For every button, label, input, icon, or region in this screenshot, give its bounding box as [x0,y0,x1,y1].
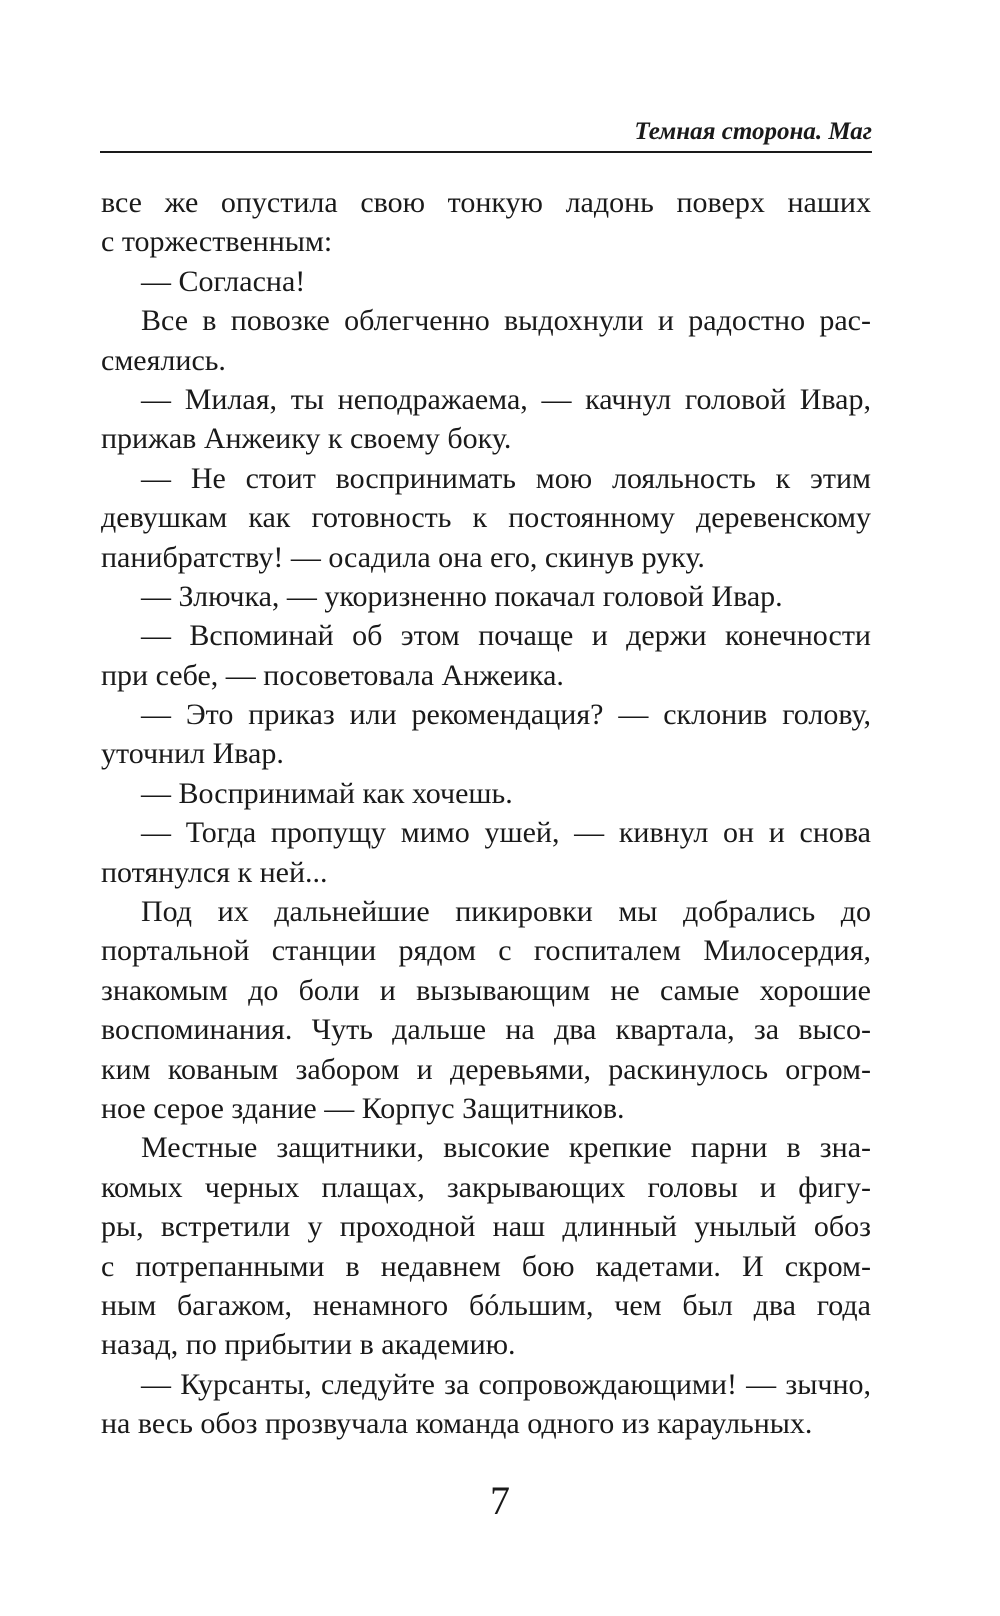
text-line: знакомым до боли и вызывающим не самые хорошие [101,973,871,1007]
text-line: на весь обоз прозвучала команда одного из караульных. [101,1407,813,1441]
text-line: ное серое здание — Корпус Защитников. [101,1091,625,1125]
text-line: — Тогда пропущу мимо ушей, — кивнул он и снова [141,816,871,850]
text-line: — Курсанты, следуйте за сопровождающими! — зычно, [141,1367,871,1401]
text-line: — Воспринимай как хочешь. [141,776,513,810]
running-title: Темная сторона. Маг [634,118,872,145]
text-line: Все в повозке облегченно выдохнули и радостно рас- [141,304,871,338]
text-line: — Согласна! [141,264,306,298]
text-line: воспоминания. Чуть дальше на два квартала, за высо- [101,1013,871,1047]
header-rule [100,151,872,153]
text-line: ким кованым забором и деревьями, раскинулось огром- [101,1052,871,1086]
text-line: при себе, — посоветовала Анжеика. [101,658,564,692]
text-line: прижав Анжеику к своему боку. [101,422,512,456]
text-line: ным багажом, ненамного бóльшим, чем был два года [101,1288,871,1322]
text-line: смеялись. [101,343,226,377]
text-line: ры, встретили у проходной наш длинный унылый обоз [101,1210,871,1244]
text-line: все же опустила свою тонкую ладонь поверх наших [101,186,871,219]
body-text [101,183,871,1444]
text-line: — Это приказ или рекомендация? — склонив голову, [141,698,871,732]
text-line: Под их дальнейшие пикировки мы добрались до [141,895,871,929]
text-line: с торжественным: [101,225,333,259]
page-number: 7 [490,1478,510,1523]
text-line: — Злючка, — укоризненно покачал головой Ивар. [141,579,783,613]
text-line: комых черных плащах, закрывающих головы и фигу- [101,1170,871,1204]
text-line: девушкам как готовность к постоянному деревенскому [101,501,871,535]
text-line: с потрепанными в недавнем бою кадетами. И скром- [101,1249,871,1283]
text-line: Местные защитники, высокие крепкие парни в зна- [141,1131,871,1165]
text-line: панибратству! — осадила она его, скинув руку. [101,540,705,574]
text-line: — Милая, ты неподражаема, — качнул головой Ивар, [141,382,871,416]
text-line: портальной станции рядом с госпиталем Милосердия, [101,934,871,968]
text-line: уточнил Ивар. [101,737,284,771]
text-line: — Не стоит воспринимать мою лояльность к этим [141,461,871,495]
text-line: — Вспоминай об этом почаще и держи конечности [141,619,871,653]
text-line: назад, по прибытии в академию. [101,1328,516,1362]
text-line: потянулся к ней... [101,855,328,889]
